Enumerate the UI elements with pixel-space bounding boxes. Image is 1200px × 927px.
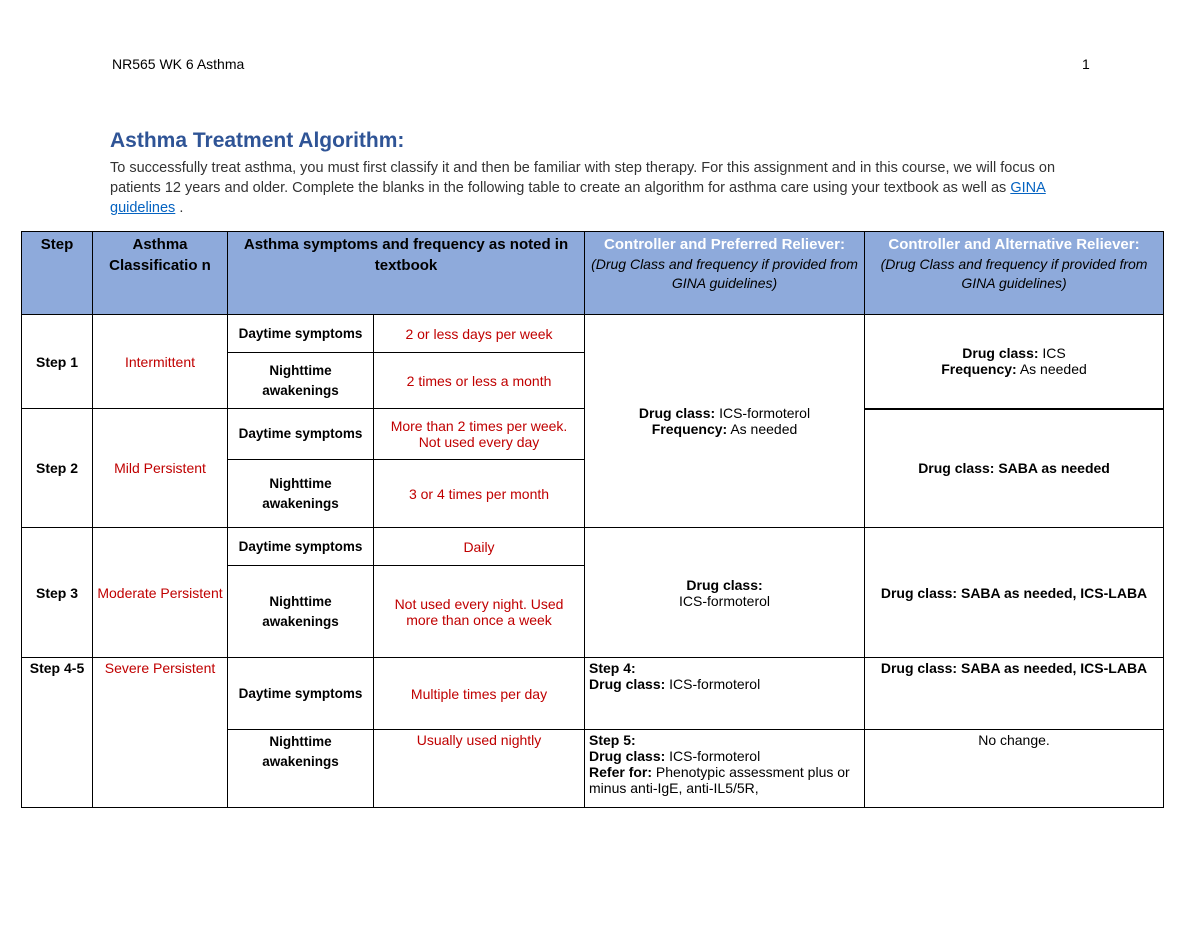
step-3-nighttime-label: Nighttime awakenings: [228, 566, 374, 658]
header-alternative: [865, 232, 1164, 315]
alt1-freq-value: As needed: [1019, 361, 1087, 378]
intro-tail: .: [175, 200, 184, 216]
step-3-label: Step 3: [22, 528, 93, 658]
step5-label: Step 5:: [589, 732, 636, 748]
step-3-nighttime-value: Not used every night. Used more than once a week: [374, 566, 585, 658]
step5-refer-value: Phenotypic assessment plus or minus anti-IgE, anti-IL5/5R,: [589, 764, 850, 796]
step-4-daytime-value: Multiple times per day: [374, 658, 585, 730]
asthma-algorithm-table: [21, 231, 1164, 808]
step-4-alternative: Drug class: SABA as needed, ICS-LABA: [865, 658, 1164, 730]
step5-refer-label: Refer for:: [589, 764, 653, 780]
step5-drug-label: Drug class:: [589, 748, 666, 764]
header-preferred-title: Controller and Preferred Reliever:: [604, 236, 845, 253]
alt1-drug-value: ICS: [1042, 345, 1066, 362]
header-preferred-sub: (Drug Class and frequency if provided from GINA guidelines): [591, 256, 858, 291]
pref-drug-label: Drug class:: [638, 405, 716, 421]
page-number: 1: [1082, 56, 1090, 72]
step5-drug-value: ICS-formoterol: [669, 748, 761, 764]
header-symptoms: Asthma symptoms and frequency as noted in textbook: [228, 232, 585, 315]
step-4-5-classification: Severe Persistent: [93, 658, 228, 808]
step-1-nighttime-value: 2 times or less a month: [374, 353, 585, 409]
intro-paragraph: [110, 158, 1100, 218]
step-3-preferred: [585, 528, 865, 658]
step4-label: Step 4:: [589, 660, 636, 676]
header-classification: Asthma Classificatio n: [93, 232, 228, 315]
step-4-preferred: [585, 658, 865, 730]
steps-1-2-preferred: [585, 315, 865, 528]
alt1-freq-label: Frequency:: [941, 361, 1017, 378]
step-4-5-label: Step 4-5: [22, 658, 93, 808]
pref-drug-value: ICS-formoterol: [719, 405, 811, 421]
step-1-daytime-label: Daytime symptoms: [228, 315, 374, 353]
table-header-row: [22, 232, 1164, 315]
step-1-alternative: [865, 315, 1164, 409]
step-3-daytime-label: Daytime symptoms: [228, 528, 374, 566]
alt1-drug-label: Drug class:: [962, 345, 1039, 362]
gina-guidelines-link[interactable]: GINA guidelines: [110, 180, 1046, 216]
pref-freq-value: As needed: [730, 421, 798, 437]
step-2-label: Step 2: [22, 409, 93, 528]
pref3-drug-label: Drug class:: [686, 576, 763, 593]
step-2-daytime-value: More than 2 times per week. Not used every day: [374, 409, 585, 460]
header-alternative-title: Controller and Alternative Reliever:: [888, 236, 1140, 253]
step-2-daytime-label: Daytime symptoms: [228, 409, 374, 460]
step-5-nighttime-label: Nighttime awakenings: [228, 730, 374, 808]
step-2-nighttime-label: Nighttime awakenings: [228, 460, 374, 528]
step-1-daytime-value: 2 or less days per week: [374, 315, 585, 353]
header-alternative-sub: (Drug Class and frequency if provided from GINA guidelines): [880, 256, 1148, 291]
step4-drug-value: ICS-formoterol: [669, 676, 761, 692]
intro-text: To successfully treat asthma, you must first classify it and then be familiar with step therapy. For this assignment and in this course, we will focus on patients 12 years and older. Complete the blanks in the following table to create an algorithm for asthma care using your textbook as well as: [110, 160, 1056, 196]
step-1-classification: Intermittent: [93, 315, 228, 409]
document-header: NR565 WK 6 Asthma: [112, 56, 245, 72]
table-row: [22, 315, 1164, 353]
step-2-nighttime-value: 3 or 4 times per month: [374, 460, 585, 528]
table-row: [22, 658, 1164, 730]
step-4-daytime-label: Daytime symptoms: [228, 658, 374, 730]
step-5-nighttime-value: Usually used nightly: [374, 730, 585, 808]
step-3-alternative: Drug class: SABA as needed, ICS-LABA: [865, 528, 1164, 658]
page-title: Asthma Treatment Algorithm:: [110, 129, 405, 152]
pref3-drug-value: ICS-formoterol: [679, 592, 771, 609]
step-5-preferred: [585, 730, 865, 808]
step-3-daytime-value: Daily: [374, 528, 585, 566]
step-3-classification: Moderate Persistent: [93, 528, 228, 658]
step-2-alternative: Drug class: SABA as needed: [865, 409, 1164, 528]
table-row: [22, 528, 1164, 566]
step-1-nighttime-label: Nighttime awakenings: [228, 353, 374, 409]
step-1-label: Step 1: [22, 315, 93, 409]
header-step: Step: [22, 232, 93, 315]
pref-freq-label: Frequency:: [651, 421, 728, 437]
step-5-alternative: No change.: [865, 730, 1164, 808]
step4-drug-label: Drug class:: [589, 676, 666, 692]
step-2-classification: Mild Persistent: [93, 409, 228, 528]
header-preferred: [585, 232, 865, 315]
